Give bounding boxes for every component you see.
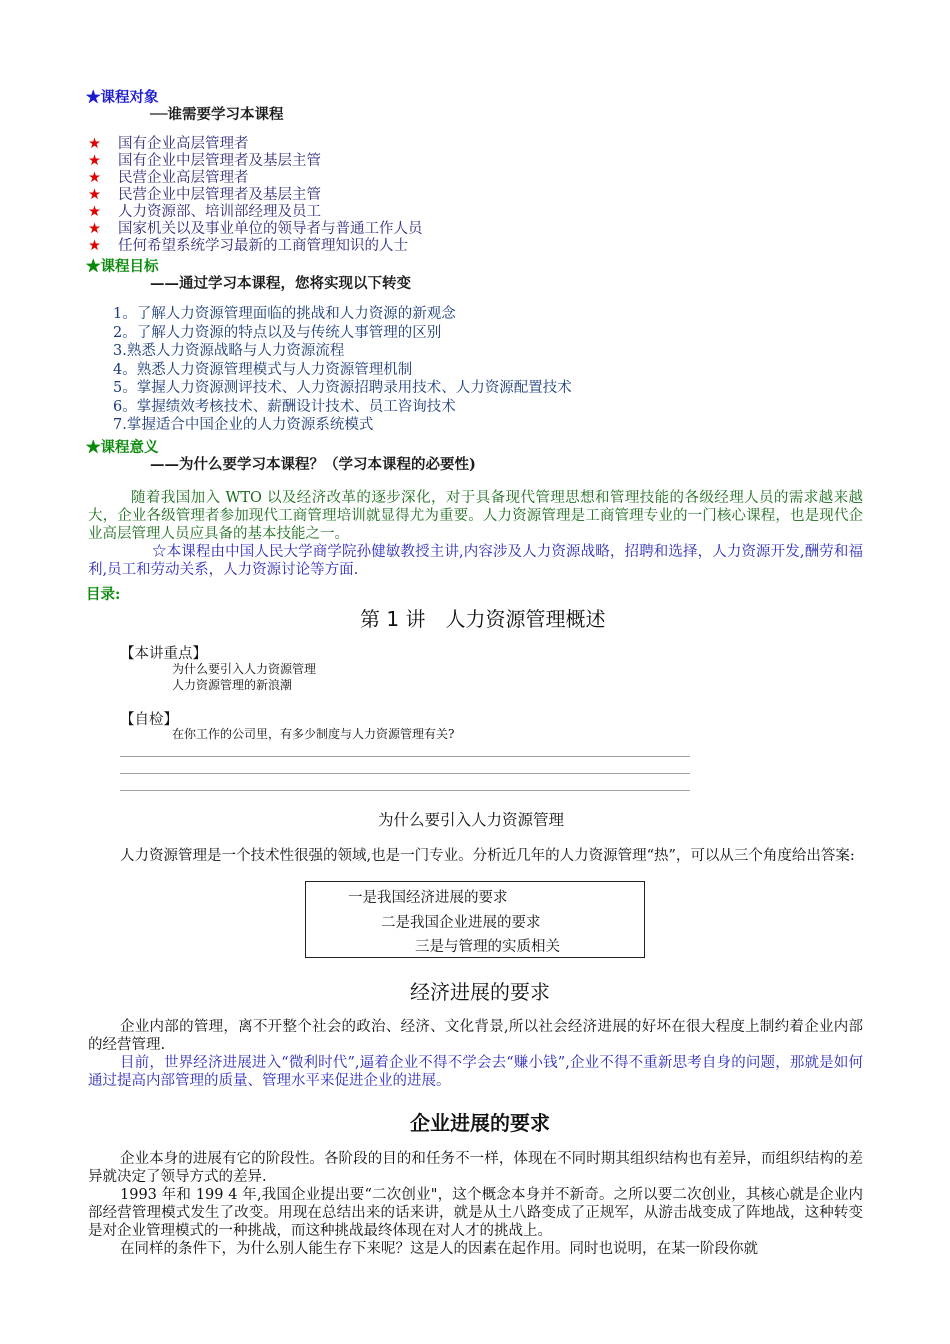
section-why-title: 为什么要引入人力资源管理: [378, 811, 565, 829]
star-icon: ★: [88, 238, 101, 254]
enterprise-paragraph-3: 在同样的条件下，为什么别人能生存下来呢？这是人的因素在起作用。同时也说明，在某一阶段你就: [120, 1241, 758, 1257]
reason-item: 二是我国企业进展的要求: [381, 915, 541, 931]
self-check-question: 在你工作的公司里，有多少制度与人力资源管理有关?: [172, 727, 455, 741]
key-point-item: 为什么要引入人力资源管理: [172, 662, 317, 676]
lecture-title: 第 1 讲 人力资源管理概述: [360, 607, 606, 631]
answer-line[interactable]: [120, 756, 690, 757]
meaning-paragraph-1: 随着我国加入 WTO 以及经济改革的逐步深化，对于具备现代管理思想和管理技能的各级经理人员的需求越来越大，企业各级管理者参加现代工商管理培训就显得尤为重要。人力资源管理是工商管理专业的一门核心课程，也是现代企业高层管理人员应具备的基本技能之一。: [88, 490, 863, 542]
answer-line[interactable]: [120, 773, 690, 774]
toc-label: 目录:: [86, 586, 121, 603]
section-enterprise-title: 企业进展的要求: [410, 1111, 550, 1135]
list-item: ★ 民营企业中层管理者及基层主管: [88, 187, 321, 203]
star-icon: ★: [88, 136, 101, 152]
course-goal-subheading: ——通过学习本课程，您将实现以下转变: [150, 275, 411, 292]
list-item: 4。熟悉人力资源管理模式与人力资源管理机制: [113, 361, 413, 378]
list-item: 7.掌握适合中国企业的人力资源系统模式: [113, 417, 374, 433]
section-why-paragraph: 人力资源管理是一个技术性很强的领域,也是一门专业。分析近几年的人力资源管理“热”，可以从三个角度给出答案:: [120, 848, 855, 864]
list-item: ★ 人力资源部、培训部经理及员工: [88, 204, 321, 220]
star-icon: ★: [88, 170, 101, 186]
economy-paragraph-1: 企业内部的管理，离不开整个社会的政治、经济、文化背景,所以社会经济进展的好坏在很大程度上制约着企业内部的经营管理.: [88, 1019, 863, 1053]
list-item: 6。掌握绩效考核技术、薪酬设计技术、员工咨询技术: [113, 398, 456, 415]
course-meaning-subheading: ——为什么要学习本课程？（学习本课程的必要性): [150, 456, 476, 473]
answer-line[interactable]: [120, 790, 690, 791]
meaning-paragraph-2: ☆本课程由中国人民大学商学院孙健敏教授主讲,内容涉及人力资源战略，招聘和选择，人力资源开发,酬劳和福利,员工和劳动关系，人力资源讨论等方面.: [88, 544, 863, 578]
enterprise-paragraph-1: 企业本身的进展有它的阶段性。各阶段的目的和任务不一样，体现在不同时期其组织结构也有差异，而组织结构的差异就决定了领导方式的差异.: [88, 1151, 863, 1185]
reason-item: 一是我国经济进展的要求: [348, 890, 508, 906]
course-object-heading: ★课程对象: [86, 89, 159, 106]
star-icon: ★: [88, 204, 101, 220]
list-item: ★ 任何希望系统学习最新的工商管理知识的人士: [88, 238, 408, 254]
reason-item: 三是与管理的实质相关: [415, 939, 560, 955]
economy-paragraph-2: 目前，世界经济进展进入“微利时代”,逼着企业不得不学会去“赚小钱”,企业不得不重新思考自身的问题，那就是如何通过提高内部管理的质量、管理水平来促进企业的进展。: [88, 1055, 863, 1089]
key-points-label: 【本讲重点】: [120, 646, 207, 662]
audience-list: [88, 136, 423, 255]
star-icon: ★: [88, 153, 101, 169]
list-item: ★ 民营企业高层管理者: [88, 170, 249, 186]
list-item: ★ 国家机关以及事业单位的领导者与普通工作人员: [88, 221, 423, 237]
section-economy-title: 经济进展的要求: [410, 980, 550, 1004]
star-icon: ★: [88, 221, 101, 237]
list-item: 1。了解人力资源管理面临的挑战和人力资源的新观念: [113, 306, 456, 322]
list-item: 3.熟悉人力资源战略与人力资源流程: [113, 343, 345, 359]
list-item: ★ 国有企业中层管理者及基层主管: [88, 153, 321, 169]
course-object-subheading: ──谁需要学习本课程: [150, 106, 284, 123]
self-check-label: 【自检】: [120, 712, 178, 728]
key-point-item: 人力资源管理的新浪潮: [172, 678, 293, 692]
list-item: 2。了解人力资源的特点以及与传统人事管理的区别: [113, 324, 442, 341]
course-goal-heading: ★课程目标: [86, 258, 159, 275]
course-meaning-heading: ★课程意义: [86, 439, 159, 456]
reasons-box: [305, 881, 645, 958]
list-item: 5。掌握人力资源测评技术、人力资源招聘录用技术、人力资源配置技术: [113, 380, 572, 396]
list-item: ★ 国有企业高层管理者: [88, 136, 249, 152]
goal-list: [113, 305, 572, 435]
star-icon: ★: [88, 187, 101, 203]
enterprise-paragraph-2: 1993 年和 199 4 年,我国企业提出要“二次创业"，这个概念本身并不新奇。之所以要二次创业，其核心就是企业内部经营管理模式发生了改变。用现在总结出来的话来讲，就是从土八路变成了正规军，从游击战变成了阵地战，这种转变是对企业管理模式的一种挑战，而这种挑战最终体现在对人才的挑战上。: [88, 1187, 863, 1239]
